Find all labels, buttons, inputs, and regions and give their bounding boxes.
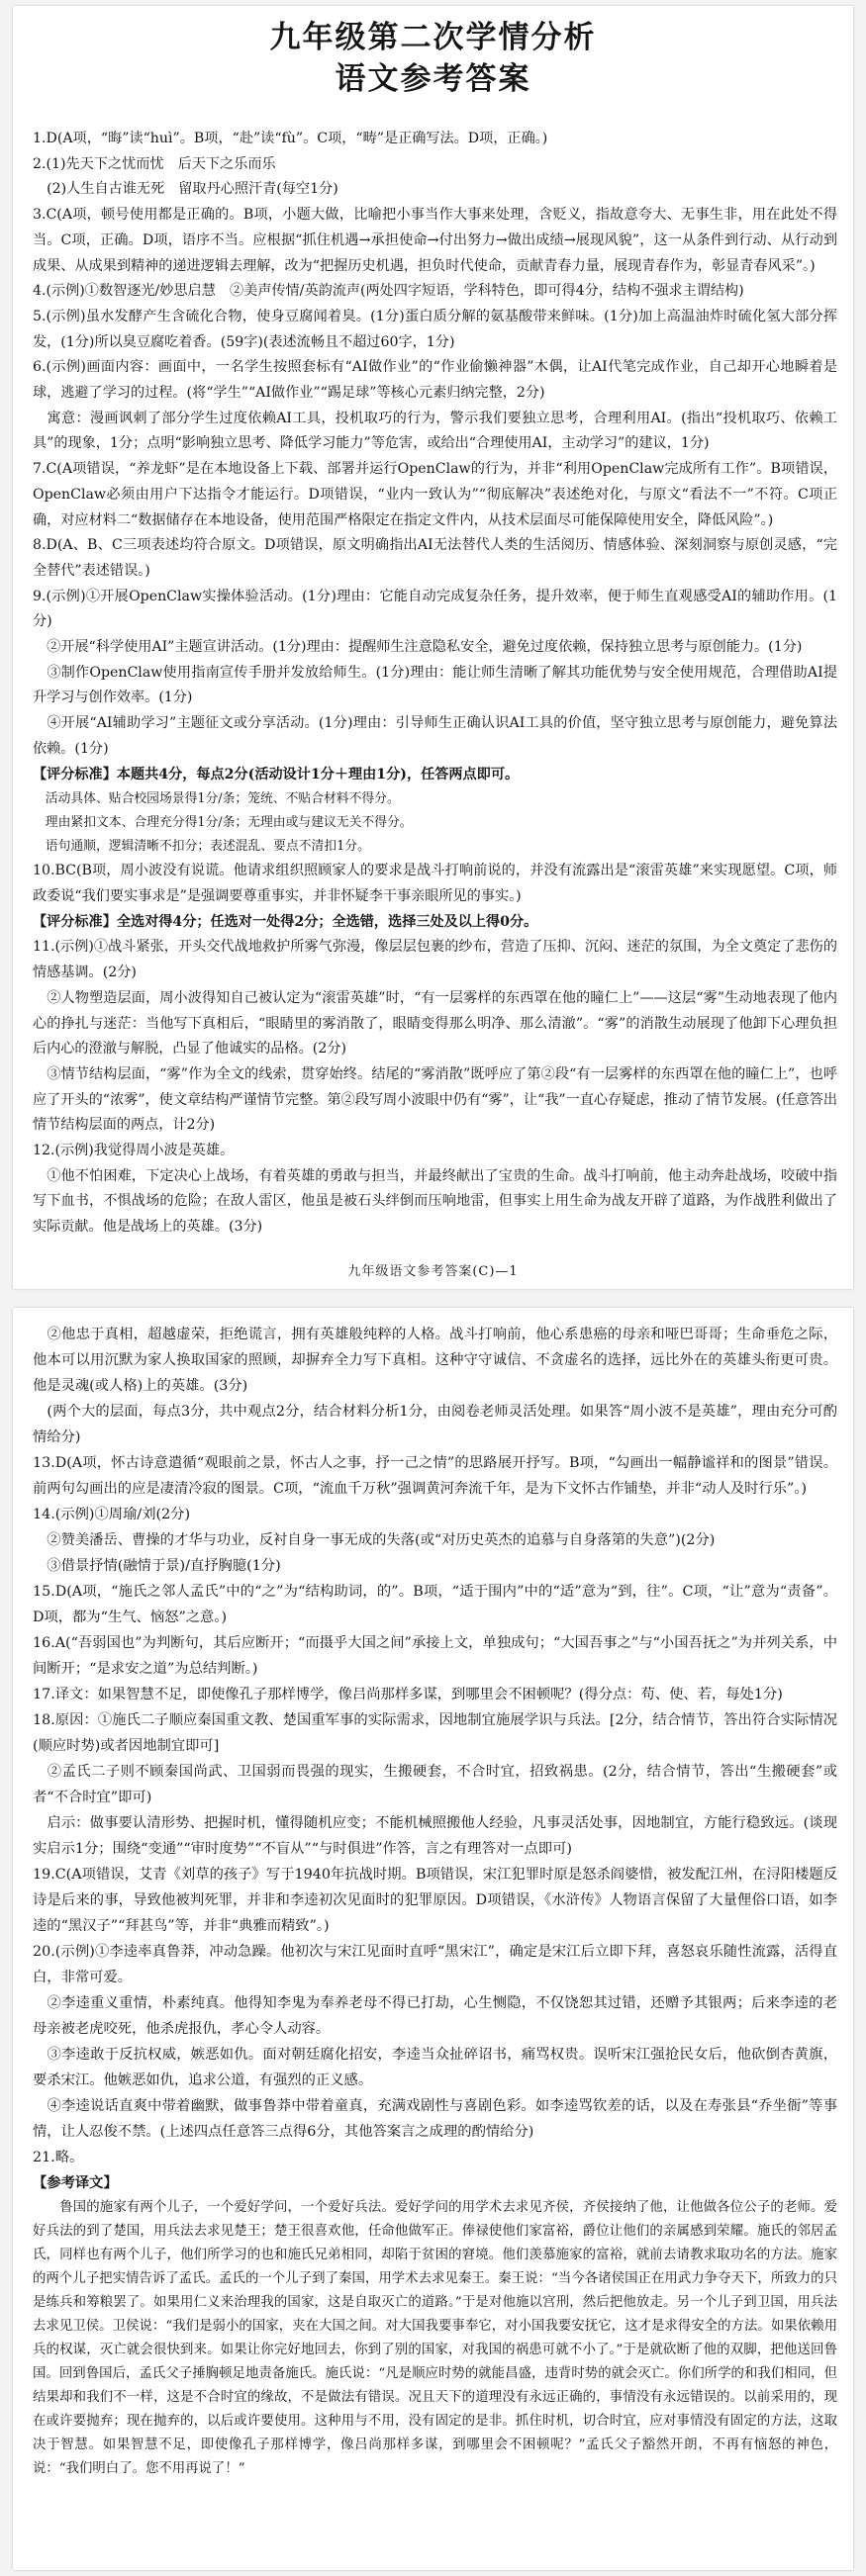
answer-line: 14.(示例)①周瑜/刘(2分) — [33, 1507, 191, 1522]
page1-answer-list — [33, 127, 837, 1241]
answer-line: 17.译文：如果智慧不足，即使像孔子那样博学，像吕尚那样多谋，到哪里会不困顿呢？(得分点：苟、使、若，每处1分) — [33, 1687, 783, 1702]
answer-line: ②人物塑造层面，周小波得知自己被认定为“滚雷英雄”时，“有一层雾样的东西罩在他的瞳仁上”——这层“雾”生动地表现了他内心的挣扎与迷茫：当他写下真相后，“眼睛里的雾消散了，眼睛变得那么明净、那么清澈”。“雾”的消散生动展现了他卸下心理负担后内心的澄澈与解脱，凸显了他诚实的品格。(2分) — [33, 989, 837, 1058]
page-footer: 九年级语文参考答案(C)—1 — [347, 1264, 519, 1279]
answer-line: 4.(示例)①数智逐光/妙思启慧 ②美声传情/英韵流声(两处四字短语，学科特色，即可得4分，结构不强求主谓结构) — [33, 283, 744, 300]
answer-line: ③情节结构层面，“雾”作为全文的线索，贯穿始终。结尾的“雾消散”既呼应了第②段“有一层雾样的东西罩在他的瞳仁上”，也呼应了开头的“浓雾”，使文章结构严谨情节完整。第②段写周小波眼中仍有“雾”，让“我”一直心存疑虑，推动了情节发展。(任意答出情节结构层面的两点，计2分) — [33, 1065, 837, 1134]
answer-line: 5.(示例)虽水发酵产生含硫化合物，使身豆腐闻着臭。(1分)蛋白质分解的氨基酸带来鲜味。(1分)加上高温油炸时硫化氢大部分挥发，(1分)所以臭豆腐吃着香。(59字)(表述流畅且不超过60字，1分) — [33, 308, 837, 350]
answer-line: 15.D(A项，“施氏之邻人孟氏”中的“之”为“结构助词，的”。B项，“适于围内”中的“适”意为“到，往”。C项，“让”意为“责备”。D项，都为“生气、恼怒”之意。) — [33, 1584, 837, 1625]
answer-line: 理由紧扣文本、合理充分得1分/条；无理由或与建议无关不得分。 — [33, 815, 413, 831]
answer-line: 21.略。 — [33, 2150, 84, 2165]
answer-line: 【评分标准】本题共4分，每点2分(活动设计1分＋理由1分)，任答两点即可。 — [33, 766, 520, 782]
answer-line: ②李逵重义重情，朴素纯真。他得知李鬼为奉养老母不得已打劫，心生恻隐，不仅饶恕其过错，还赠予其银两；后来李逵的老母亲被老虎咬死，他杀虎报仇，孝心令人动容。 — [33, 1995, 837, 2037]
answer-line: 10.BC(B项，周小波没有说谎。他请求组织照顾家人的要求是战斗打响前说的，并没有流露出是“滚雷英雄”来实现愿望。C项，师政委说“我们要实事求是”是强调要尊重事实，并非怀疑李干事亲眼所见的事实。) — [33, 863, 837, 904]
answer-line: 11.(示例)①战斗紧张，开头交代战地救护所雾气弥漫，像层层包裹的纱布，营造了压抑、沉闷、迷茫的氛围，为全文奠定了悲伤的情感基调。(2分) — [33, 939, 837, 981]
answer-line: ②赞美潘岳、曹操的才华与功业，反衬自身一事无成的失落(或“对历史英杰的追慕与自身落第的失意”)(2分) — [33, 1532, 716, 1548]
answer-line: 寓意：漫画讽刺了部分学生过度依赖AI工具，投机取巧的行为，警示我们要独立思考，合理利用AI。(指出“投机取巧、依赖工具”的现象，1分；点明“影响独立思考、降低学习能力”等危害，或给出“合理使用AI，主动学习”的建议，1分) — [33, 410, 837, 452]
answer-line: 启示：做事要认清形势、把握时机，懂得随机应变；不能机械照搬他人经验，凡事灵活处事，因地制宜，方能行稳致远。(谈现实启示1分；围绕“变通”“审时度势”“不盲从”“与时俱进”作答，言之有理答对一点即可) — [33, 1815, 837, 1857]
answer-line: ①他不怕困难，下定决心上战场，有着英雄的勇敢与担当，并最终献出了宝贵的生命。战斗打响前，他主动奔赴战场，咬破中指写下血书，不惧战场的危险；在敌人雷区，他虽是被石头绊倒而压响地雷，但事实上用生命为战友开辟了道路，为作战胜利做出了实际贡献。他是战场上的英雄。(3分) — [33, 1167, 837, 1236]
answer-line: ③借景抒情(融情于景)/直抒胸臆(1分) — [33, 1558, 281, 1574]
answer-line: 9.(示例)①开展OpenClaw实操体验活动。(1分)理由：它能自动完成复杂任务，提升效率，便于师生直观感受AI的辅助作用。(1分) — [33, 588, 837, 630]
answer-line: 19.C(A项错误，艾青《刘草的孩子》写于1940年抗战时期。B项错误，宋江犯罪时原是怒杀阎婆惜，被发配江州，在浔阳楼题反诗是后来的事，导致他被判死罪，并非和李逵初次见面时的犯罪原因。D项错误，《水浒传》人物语言保留了大量俚俗口语，如李逵的“黑汉子”“拜甚鸟”等，并非“典雅而精致”。) — [33, 1867, 837, 1934]
exam-title: 九年级第二次学情分析 — [269, 20, 597, 55]
answer-line: 语句通顺，逻辑清晰不扣分；表述混乱、要点不清扣1分。 — [33, 839, 370, 855]
exam-subtitle: 语文参考答案 — [335, 61, 531, 97]
answer-line: 13.D(A项，怀古诗意遣循“观眼前之景，怀古人之事，抒一己之情”的思路展开抒写。B项，“勾画出一幅静谧祥和的图景”错误。前两句勾画出的应是凄清冷寂的图景。C项，“流血千万秋”强调黄河奔流千年，是为下文怀古作铺垫，并非“动人及时行乐”。) — [33, 1455, 837, 1497]
answer-line: ②他忠于真相，超越虚荣，拒绝谎言，拥有英雄般纯粹的人格。战斗打响前，他心系患癌的母亲和哑巴哥哥；生命垂危之际，他本可以用沉默为家人换取国家的照顾，却摒弃全力写下真相。这种守守诚信、不贪虚名的选择，远比外在的英雄头衔更可贵。他是灵魂(或人格)上的英雄。(3分) — [33, 1327, 837, 1394]
answer-line: 【评分标准】全选对得4分；任选对一处得2分；全选错，选择三处及以上得0分。 — [33, 913, 538, 930]
answer-line: 20.(示例)①李逵率真鲁莽，冲动急躁。他初次与宋江见面时直呼“黑宋江”，确定是宋江后立即下拜，喜怒哀乐随性流露，活得直白，非常可爱。 — [33, 1944, 837, 1985]
answer-line: ④李逵说话直爽中带着幽默，做事鲁莽中带着童真，充满戏剧性与喜剧色彩。如李逵骂钦差的话，以及在寿张县“乔坐衙”等事情，让人忍俊不禁。(上述四点任意答三点得6分，其他答案言之成理的酌情给分) — [33, 2098, 837, 2140]
answer-line: ③制作OpenClaw使用指南宣传手册并发放给师生。(1分)理由：能让师生清晰了解其功能优势与安全使用规范，合理借助AI提升学习与创作效率。(1分) — [33, 664, 837, 706]
answer-line: 2.(1)先天下之忧而忧 后天下之乐而乐 — [33, 155, 276, 172]
answer-line: ④开展“AI辅助学习”主题征文或分享活动。(1分)理由：引导师生正确认识AI工具的价值，坚守独立思考与原创能力，避免算法依赖。(1分) — [33, 715, 837, 757]
answer-line: ③李逵敢于反抗权威，嫉恶如仇。面对朝廷腐化招安，李逵当众扯碎诏书，痛骂权贵。误听宋江强抢民女后，他砍倒杏黄旗，要杀宋江。他嫉恶如仇，追求公道，有强烈的正义感。 — [33, 2047, 837, 2088]
answer-line: ②开展“科学使用AI”主题宣讲活动。(1分)理由：提醒师生注意隐私安全，避免过度依赖，保持独立思考与原创能力。(1分) — [33, 639, 803, 656]
translation-text: 鲁国的施家有两个儿子，一个爱好学问，一个爱好兵法。爱好学问的用学术去求见齐侯，齐侯接纳了他，让他做各位公子的老师。爱好兵法的到了楚国，用兵法去求见楚王；楚王很喜欢他，任命他做军正。俸禄使他们家富裕，爵位让他们的亲属感到荣耀。施氏的邻居孟氏，同样也有两个儿子，他们所学习的也和施氏兄弟相同，却陷于贫困的窘境。他们羡慕施家的富裕，就前去请教求取功名的方法。施家的两个儿子把实情告诉了孟氏。孟氏的一个儿子到了秦国，用学术去求见秦王。秦王说：“当今各诸侯国正在用武力争夺天下，所致力的只是练兵和筹粮罢了。如果用仁义来治理我的国家，这是自取灭亡的道路。”于是对他施以宫刑，然后把他放走。另一个儿子到卫国，用兵法去求见卫侯。卫侯说：“我们是弱小的国家，夹在大国之间。对大国我要事奉它，对小国我要安抚它，这才是求得安全的方法。如果依赖用兵的权谋，灭亡就会很快到来。如果让你完好地回去，你到了别的国家，对我国的祸患可就不小了。”于是就砍断了他的双脚，把他送回鲁国。回到鲁国后，孟氏父子捶胸顿足地责备施氏。施氏说：“凡是顺应时势的就能昌盛，违背时势的就会灭亡。你们所学的和我们相同，但结果却和我们不一样，这是不合时宜的缘故，不是做法有错误。况且天下的道理没有永远正确的，事情没有永远错误的。以前采用的，现在或许要抛弃；现在抛弃的，以后或许要使用。这种用与不用，没有固定的是非。抓住时机，切合时宜，应对事情没有固定的方法，这取决于智慧。如果智慧不足，即使像孔子那样博学，像吕尚那样多谋，到哪里会不困顿呢？”孟氏父子豁然开朗，不再有恼怒的神色，说：“我们明白了。您不用再说了！” — [33, 2200, 837, 2476]
answer-line: (2)人生自古谁无死 留取丹心照汗青(每空1分) — [33, 181, 338, 198]
answer-line: 12.(示例)我觉得周小波是英雄。 — [33, 1143, 235, 1159]
answer-line: 7.C(A项错误，“养龙虾”是在本地设备上下载、部署并运行OpenClaw的行为，并非“利用OpenClaw完成所有工作”。B项错误，OpenClaw必须由用户下达指令才能运行。D项错误，“业内一致认为”“彻底解决”表述绝对化，与原文“看法不一”不符。C项正确，对应材料二“数据储存在本地设备，使用范围严格限定在指定文件内，从技术层面尽可能保障使用安全，降低风险”。) — [33, 461, 837, 528]
answer-line: 3.C(A项，顿号使用都是正确的。B项，小题大做，比喻把小事当作大事来处理，含贬义，指故意夸大、无事生非，用在此处不得当。C项，正确。D项，语序不当。应根据“抓住机遇→承担使命→付出努力→做出成绩→展现风貌”，这一从条件到行动、从行动到成果、从成果到精神的递进逻辑去理解，改为“把握历史机遇，担负时代使命，贡献青春力量，展现青春作为，彰显青春风采”。) — [33, 207, 837, 274]
answer-line: 16.A(“吾弱国也”为判断句，其后应断开；“而摄乎大国之间”承接上文，单独成句；“大国吾事之”与“小国吾抚之”为并列关系，中间断开；“是求安之道”为总结判断。) — [33, 1635, 837, 1677]
page2-answer-list — [33, 1322, 837, 2481]
translation-heading: 【参考译文】 — [33, 2175, 118, 2191]
answer-line: ②孟氏二子则不顾秦国尚武、卫国弱而畏强的现实，生搬硬套，不合时宜，招致祸患。(2分，结合情节，答出“生搬硬套”或者“不合时宜”即可) — [33, 1764, 837, 1805]
answer-line: 活动具体、贴合校园场景得1分/条；笼统、不贴合材料不得分。 — [33, 791, 400, 807]
answer-line: 8.D(A、B、C三项表述均符合原文。D项错误，原文明确指出AI无法替代人类的生活阅历、情感体验、深刻洞察与原创灵感，“完全替代”表述错误。) — [33, 537, 837, 579]
answer-line: 1.D(A项，“晦”读“huì”。B项，“赴”读“fù”。C项，“畴”是正确写法。D项，正确。) — [33, 131, 548, 146]
answer-line: 6.(示例)画面内容：画面中，一名学生按照套标有“AI做作业”的“作业偷懒神器”木偶，让AI代笔完成作业，自己却开心地瞬着是球，逃避了学习的过程。(将“学生”“AI做作业”“踢足球”等核心元素归纳完整，2分) — [33, 359, 837, 402]
answer-line: (两个大的层面，每点3分，共中观点2分，结合材料分析1分，由阅卷老师灵活处理。如果答“周小波不是英雄”，理由充分可酌情给分) — [33, 1404, 837, 1445]
answer-page-2 — [13, 1308, 853, 2570]
answer-line: 18.原因：①施氏二子顺应秦国重文教、楚国重军事的实际需求，因地制宜施展学识与兵法。[2分，结合情节，答出符合实际情况(顺应时势)或者因地制宜即可] — [33, 1712, 837, 1754]
answer-page-1 — [13, 6, 853, 1289]
